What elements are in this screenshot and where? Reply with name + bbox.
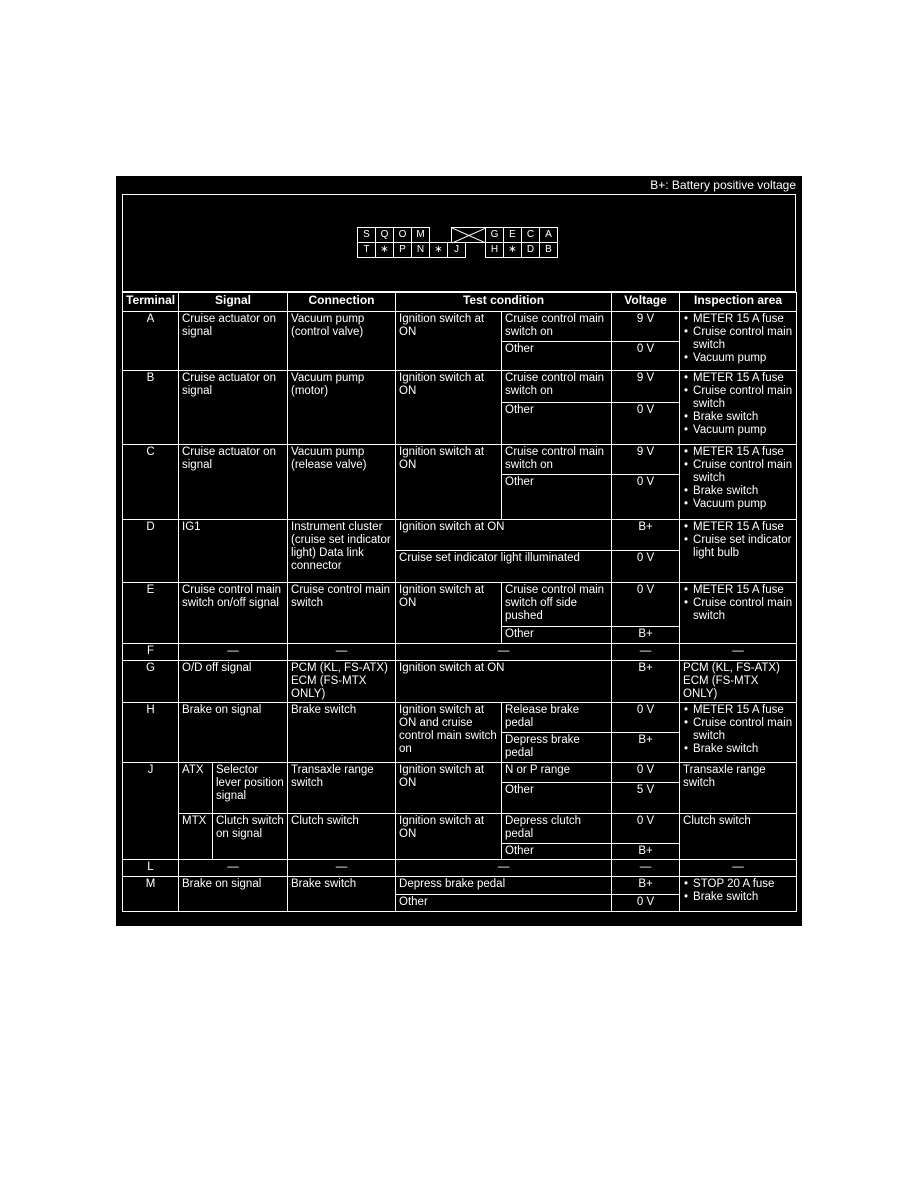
- subcondition-cell: Other: [502, 844, 612, 860]
- condition-cell: Depress brake pedal: [396, 877, 612, 895]
- connector-diagram: [122, 194, 796, 292]
- subcondition-cell: Cruise control main switch on: [502, 371, 612, 403]
- inspection-item: • Brake switch: [693, 743, 793, 756]
- header-test-condition: Test condition: [396, 293, 612, 312]
- connection-cell: Brake switch: [288, 703, 396, 763]
- terminal-cell: D: [123, 520, 179, 583]
- empty-cell: —: [612, 860, 680, 877]
- inspection-item: • METER 15 A fuse: [693, 372, 793, 385]
- inspection-item: • Brake switch: [693, 411, 793, 424]
- terminal-cell: H: [123, 703, 179, 763]
- condition-cell: Ignition switch at ON and cruise control main switch on: [396, 703, 502, 763]
- pin-label: D: [522, 243, 540, 258]
- connection-cell: Brake switch: [288, 877, 396, 912]
- empty-cell: —: [179, 644, 288, 661]
- empty-cell: —: [396, 644, 612, 661]
- table-row: [123, 763, 797, 783]
- voltage-cell: B+: [612, 877, 680, 895]
- voltage-cell: 9 V: [612, 445, 680, 475]
- terminal-cell: A: [123, 312, 179, 371]
- signal-cell: Cruise actuator on signal: [179, 371, 288, 445]
- condition-cell: Ignition switch at ON: [396, 661, 612, 703]
- subcondition-cell: N or P range: [502, 763, 612, 783]
- signal-cell: Clutch switch on signal: [213, 814, 288, 860]
- connection-cell: Instrument cluster (cruise set indicator light) Data link connector: [288, 520, 396, 583]
- pin-label: P: [394, 243, 412, 258]
- connection-cell: Cruise control main switch: [288, 583, 396, 644]
- inspection-item: • Cruise set indicator light bulb: [693, 534, 793, 560]
- subcondition-cell: Other: [502, 475, 612, 520]
- empty-cell: —: [288, 644, 396, 661]
- signal-cell: Brake on signal: [179, 877, 288, 912]
- signal-cell: IG1: [179, 520, 288, 583]
- inspection-cell: [680, 312, 797, 371]
- voltage-cell: 0 V: [612, 551, 680, 583]
- pin-label: ∗: [376, 243, 394, 258]
- condition-cell: Ignition switch at ON: [396, 520, 612, 551]
- inspection-item: • Brake switch: [693, 891, 793, 904]
- terminal-cell: B: [123, 371, 179, 445]
- inspection-item: • METER 15 A fuse: [693, 313, 793, 326]
- subcondition-cell: Cruise control main switch on: [502, 312, 612, 342]
- variant-cell: MTX: [179, 814, 213, 860]
- voltage-cell: B+: [612, 520, 680, 551]
- signal-cell: O/D off signal: [179, 661, 288, 703]
- voltage-cell: 0 V: [612, 342, 680, 371]
- subcondition-cell: Other: [502, 342, 612, 371]
- connection-cell: Clutch switch: [288, 814, 396, 860]
- voltage-cell: B+: [612, 844, 680, 860]
- voltage-cell: 0 V: [612, 403, 680, 445]
- signal-cell: Cruise control main switch on/off signal: [179, 583, 288, 644]
- table-row: [123, 814, 797, 844]
- voltage-cell: 0 V: [612, 814, 680, 844]
- inspection-item: • METER 15 A fuse: [693, 521, 793, 534]
- terminal-table: [122, 292, 797, 912]
- pin-label: C: [522, 228, 540, 243]
- header-row: [123, 293, 797, 312]
- inspection-item: • STOP 20 A fuse: [693, 878, 793, 891]
- empty-cell: —: [680, 860, 797, 877]
- table-row: [123, 703, 797, 733]
- pin-label: M: [412, 228, 430, 243]
- voltage-cell: B+: [612, 733, 680, 763]
- subcondition-cell: Other: [502, 403, 612, 445]
- subcondition-cell: Cruise control main switch off side pushed: [502, 583, 612, 627]
- subcondition-cell: Other: [502, 783, 612, 814]
- inspection-cell: [680, 445, 797, 520]
- signal-cell: Cruise actuator on signal: [179, 312, 288, 371]
- inspection-item: • METER 15 A fuse: [693, 584, 793, 597]
- connection-cell: Vacuum pump (motor): [288, 371, 396, 445]
- pin-label: G: [486, 228, 504, 243]
- connector-right-block: [485, 227, 558, 258]
- inspection-item: • Cruise control main switch: [693, 459, 793, 485]
- connection-cell: Vacuum pump (control valve): [288, 312, 396, 371]
- header-terminal: Terminal: [123, 293, 179, 312]
- header-signal: Signal: [179, 293, 288, 312]
- pin-label: ∗: [430, 243, 448, 258]
- inspection-item: • METER 15 A fuse: [693, 704, 793, 717]
- inspection-cell: [680, 520, 797, 583]
- inspection-cell: [680, 877, 797, 912]
- unused-pins-cross: [451, 227, 485, 243]
- connection-cell: Transaxle range switch: [288, 763, 396, 814]
- header-inspection-area: Inspection area: [680, 293, 797, 312]
- signal-cell: Brake on signal: [179, 703, 288, 763]
- inspection-item: • Vacuum pump: [693, 424, 793, 437]
- pin-label: E: [504, 228, 522, 243]
- connection-cell: PCM (KL, FS-ATX) ECM (FS-MTX ONLY): [288, 661, 396, 703]
- empty-cell: —: [179, 860, 288, 877]
- pin-label: H: [486, 243, 504, 258]
- voltage-cell: 0 V: [612, 475, 680, 520]
- terminal-cell: M: [123, 877, 179, 912]
- condition-cell: Cruise set indicator light illuminated: [396, 551, 612, 583]
- table-row: [123, 371, 797, 403]
- voltage-cell: 0 V: [612, 895, 680, 912]
- table-row: [123, 312, 797, 342]
- pin-label: T: [358, 243, 376, 258]
- voltage-cell: 0 V: [612, 703, 680, 733]
- pin-label: N: [412, 243, 430, 258]
- condition-cell: Ignition switch at ON: [396, 583, 502, 644]
- variant-cell: ATX: [179, 763, 213, 814]
- pin-label: ∗: [504, 243, 522, 258]
- table-row: [123, 661, 797, 703]
- cross-mark: [452, 228, 486, 244]
- voltage-cell: 9 V: [612, 371, 680, 403]
- subcondition-cell: Depress brake pedal: [502, 733, 612, 763]
- header-connection: Connection: [288, 293, 396, 312]
- inspection-cell: Clutch switch: [680, 814, 797, 860]
- empty-cell: —: [680, 644, 797, 661]
- terminal-cell: E: [123, 583, 179, 644]
- voltage-cell: 0 V: [612, 583, 680, 627]
- terminal-cell: G: [123, 661, 179, 703]
- pin-label: O: [394, 228, 412, 243]
- table-row: [123, 583, 797, 627]
- pin-label: J: [448, 243, 466, 258]
- terminal-cell: J: [123, 763, 179, 860]
- pin-label: S: [358, 228, 376, 243]
- terminal-voltage-panel: [116, 176, 802, 926]
- voltage-cell: 9 V: [612, 312, 680, 342]
- subcondition-cell: Depress clutch pedal: [502, 814, 612, 844]
- table-row: [123, 445, 797, 475]
- table-row: [123, 520, 797, 551]
- terminal-cell: C: [123, 445, 179, 520]
- empty-cell: —: [396, 860, 612, 877]
- voltage-cell: 0 V: [612, 763, 680, 783]
- table-row: [123, 877, 797, 895]
- voltage-cell: B+: [612, 661, 680, 703]
- inspection-item: • Cruise control main switch: [693, 326, 793, 352]
- empty-cell: —: [612, 644, 680, 661]
- inspection-item: • METER 15 A fuse: [693, 446, 793, 459]
- pin-label: A: [540, 228, 558, 243]
- inspection-item: • Brake switch: [693, 485, 793, 498]
- empty-cell: —: [288, 860, 396, 877]
- pin-label: B: [540, 243, 558, 258]
- inspection-item: • Vacuum pump: [693, 498, 793, 511]
- voltage-cell: B+: [612, 627, 680, 644]
- inspection-item: • Cruise control main switch: [693, 385, 793, 411]
- condition-cell: Ignition switch at ON: [396, 814, 502, 860]
- pin-label: Q: [376, 228, 394, 243]
- inspection-item: • Cruise control main switch: [693, 597, 793, 623]
- subcondition-cell: Cruise control main switch on: [502, 445, 612, 475]
- connector-left-block: [357, 227, 466, 258]
- header-voltage: Voltage: [612, 293, 680, 312]
- subcondition-cell: Release brake pedal: [502, 703, 612, 733]
- terminal-cell: F: [123, 644, 179, 661]
- table-row: [123, 644, 797, 661]
- inspection-cell: [680, 703, 797, 763]
- connection-cell: Vacuum pump (release valve): [288, 445, 396, 520]
- condition-cell: Ignition switch at ON: [396, 445, 502, 520]
- terminal-cell: L: [123, 860, 179, 877]
- inspection-cell: [680, 583, 797, 644]
- inspection-item: • Cruise control main switch: [693, 717, 793, 743]
- inspection-cell: Transaxle range switch: [680, 763, 797, 814]
- signal-cell: Cruise actuator on signal: [179, 445, 288, 520]
- condition-cell: Ignition switch at ON: [396, 312, 502, 371]
- condition-cell: Other: [396, 895, 612, 912]
- voltage-cell: 5 V: [612, 783, 680, 814]
- condition-cell: Ignition switch at ON: [396, 371, 502, 445]
- inspection-item: • Vacuum pump: [693, 352, 793, 365]
- inspection-cell: [680, 371, 797, 445]
- battery-voltage-note: B+: Battery positive voltage: [650, 178, 796, 192]
- inspection-cell: PCM (KL, FS-ATX) ECM (FS-MTX ONLY): [680, 661, 797, 703]
- signal-cell: Selector lever position signal: [213, 763, 288, 814]
- condition-cell: Ignition switch at ON: [396, 763, 502, 814]
- subcondition-cell: Other: [502, 627, 612, 644]
- table-row: [123, 860, 797, 877]
